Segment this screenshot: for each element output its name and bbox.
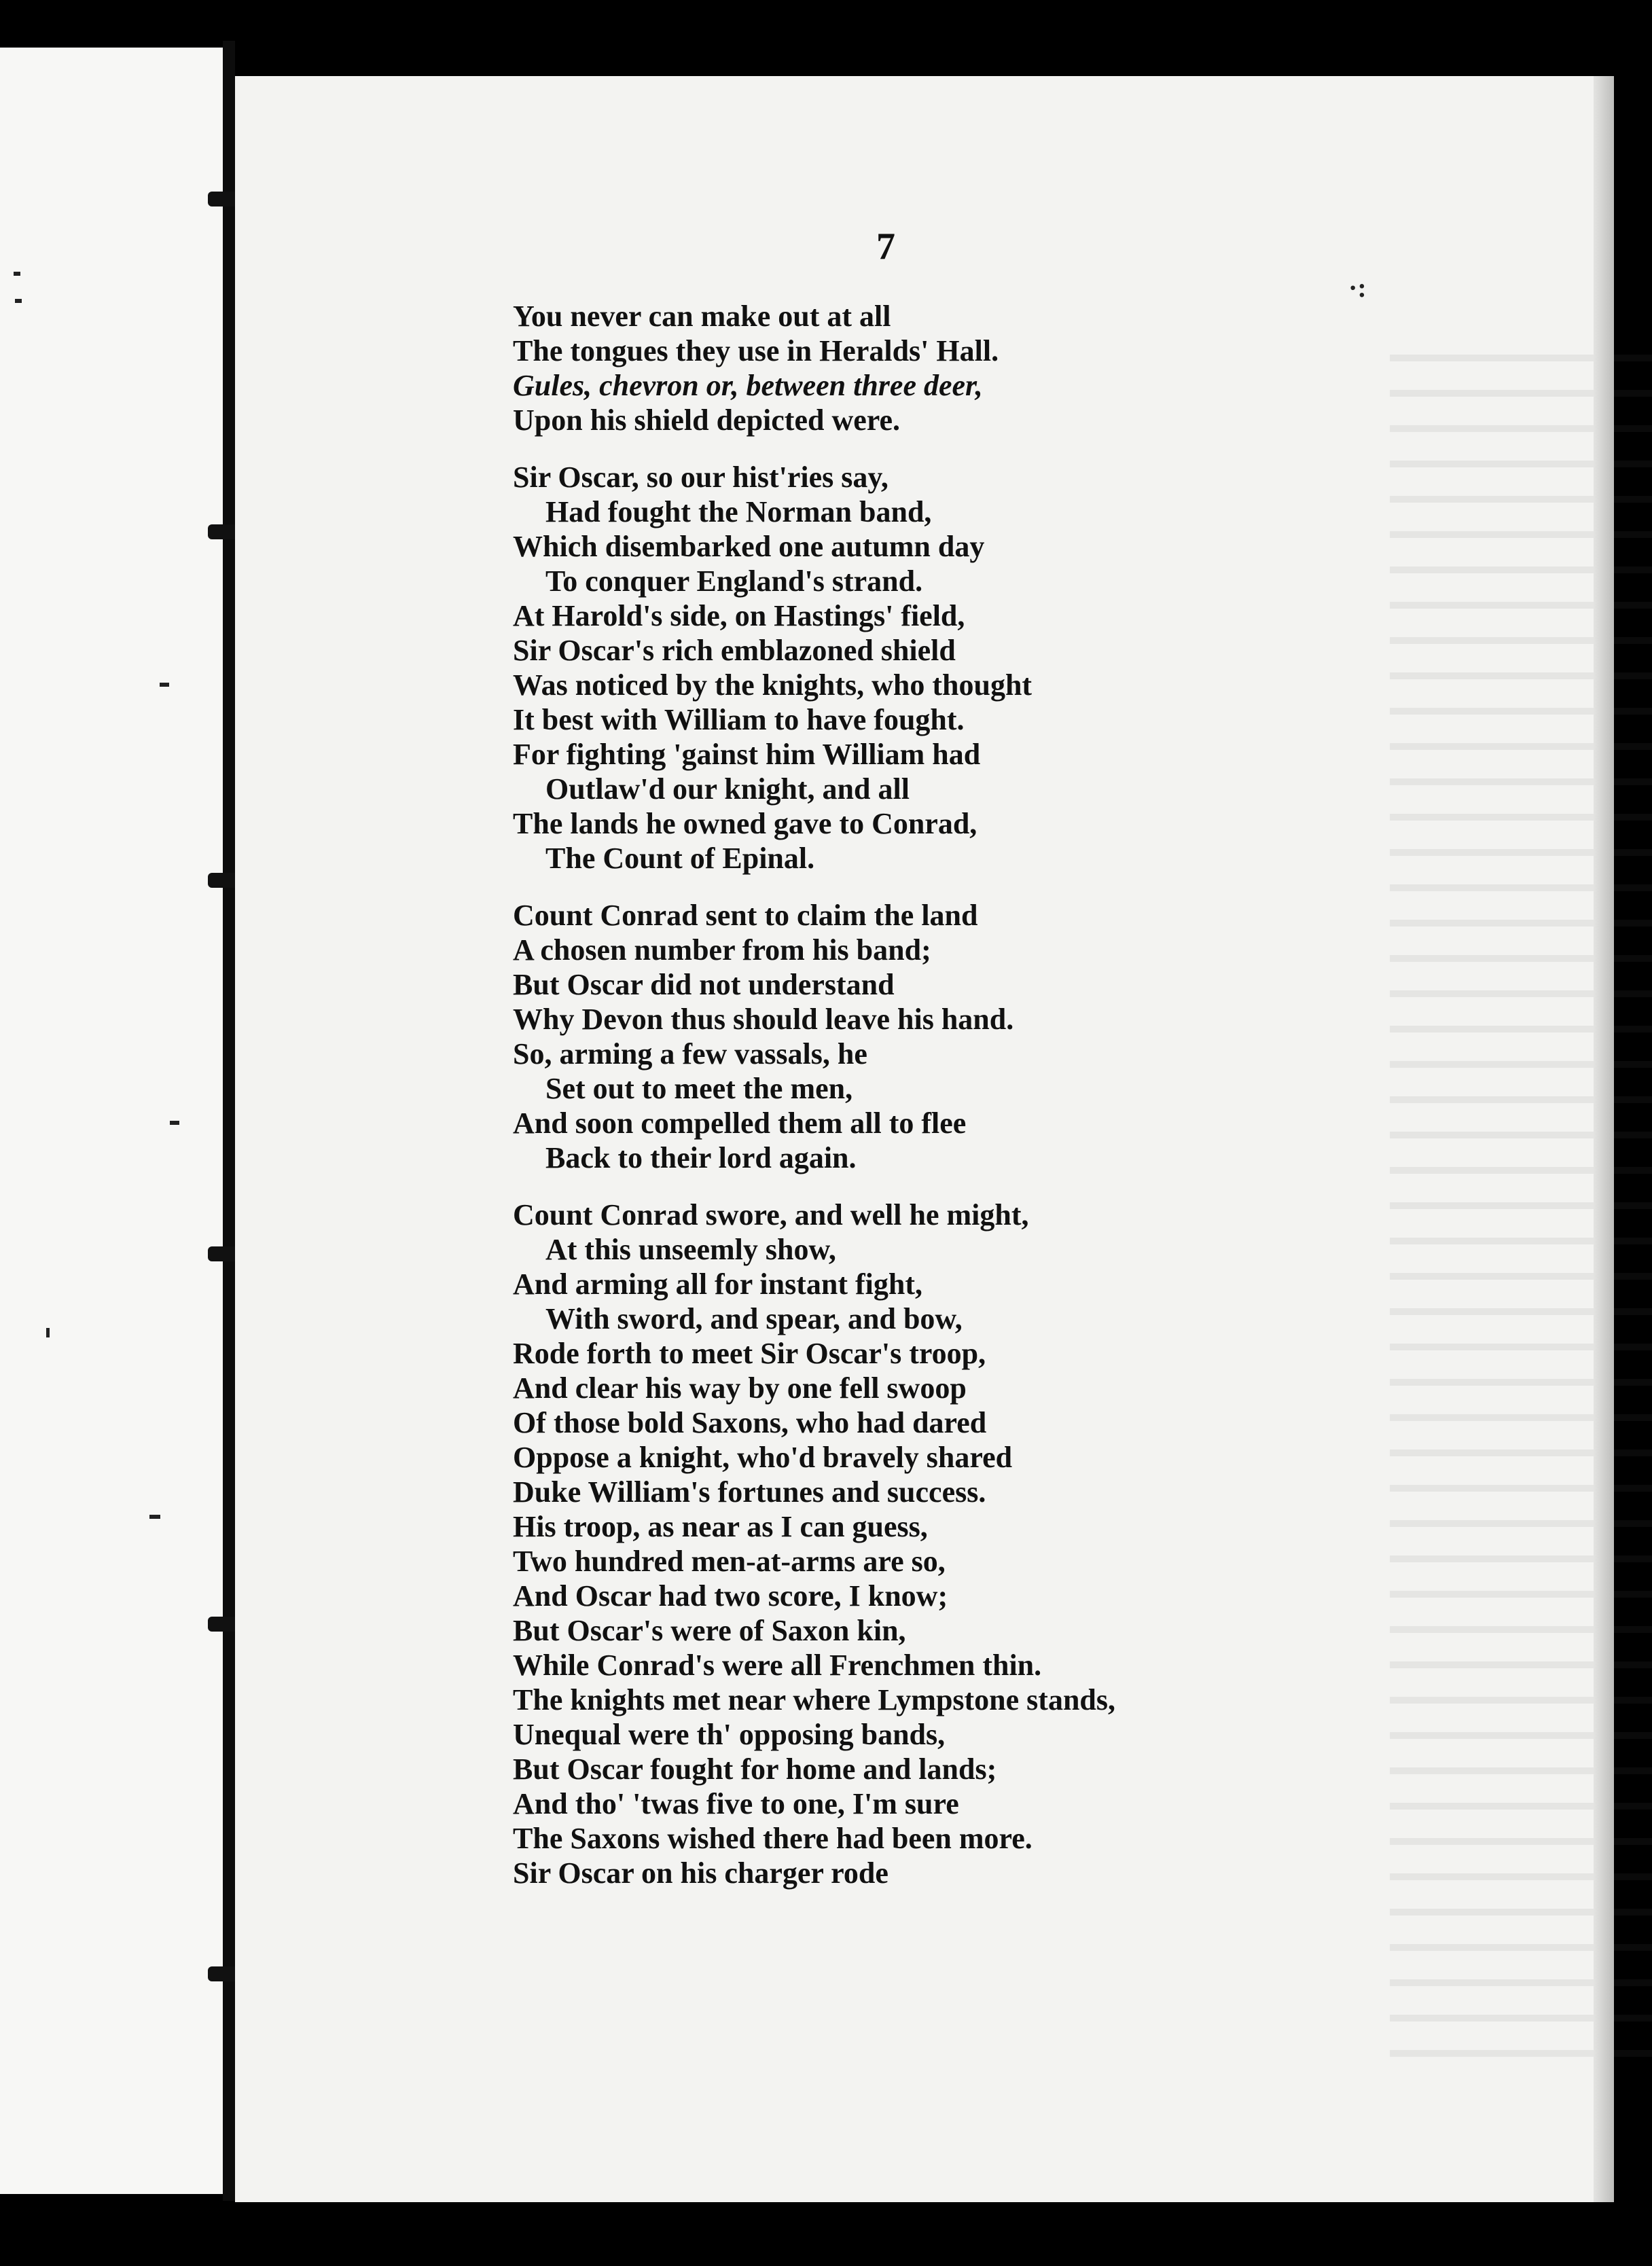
poem-line: Why Devon thus should leave his hand.: [513, 1003, 1014, 1036]
poem-line: Which disembarked one autumn day: [513, 530, 985, 563]
poem-line: But Oscar's were of Saxon kin,: [513, 1614, 906, 1647]
poem-text: [513, 299, 1573, 1913]
poem-line: Two hundred men-at-arms are so,: [513, 1545, 946, 1578]
poem-line: With sword, and spear, and bow,: [545, 1302, 963, 1335]
poem-line: And soon compelled them all to flee: [513, 1107, 967, 1140]
poem-line: And clear his way by one fell swoop: [513, 1371, 967, 1405]
margin-mark: [149, 1515, 160, 1519]
stanza: [513, 299, 1573, 437]
poem-line: Of those bold Saxons, who had dared: [513, 1406, 987, 1439]
poem-line: The lands he owned gave to Conrad,: [513, 807, 977, 840]
poem-line: Had fought the Norman band,: [545, 495, 932, 528]
poem-line: Set out to meet the men,: [545, 1072, 853, 1105]
poem-line: The knights met near where Lympstone stands,: [513, 1683, 1116, 1716]
poem-line: You never can make out at all: [513, 300, 891, 333]
stanza: [513, 460, 1573, 876]
margin-mark: [46, 1328, 50, 1337]
poem-line: Count Conrad swore, and well he might,: [513, 1198, 1029, 1231]
poem-line: His troop, as near as I can guess,: [513, 1510, 928, 1543]
stanza: [513, 1198, 1573, 1890]
poem-line: Upon his shield depicted were.: [513, 403, 901, 437]
poem-line: The Count of Epinal.: [545, 842, 815, 875]
margin-mark: [160, 683, 169, 687]
poem-line: Rode forth to meet Sir Oscar's troop,: [513, 1337, 986, 1370]
poem-line: At this unseemly show,: [545, 1233, 836, 1266]
poem-line: Duke William's fortunes and success.: [513, 1475, 986, 1509]
poem-line: The tongues they use in Heralds' Hall.: [513, 334, 999, 367]
poem-line: It best with William to have fought.: [513, 703, 965, 736]
poem-line: And arming all for instant fight,: [513, 1267, 923, 1301]
poem-line: So, arming a few vassals, he: [513, 1037, 867, 1071]
page-edge: [1594, 76, 1614, 2202]
poem-line: For fighting 'gainst him William had: [513, 738, 981, 771]
poem-line: Outlaw'd our knight, and all: [545, 772, 910, 806]
poem-line: Count Conrad sent to claim the land: [513, 899, 978, 932]
poem-line: While Conrad's were all Frenchmen thin.: [513, 1649, 1042, 1682]
poem-line: The Saxons wished there had been more.: [513, 1822, 1032, 1855]
margin-mark: [170, 1121, 179, 1125]
left-page: [0, 48, 228, 2194]
poem-line: And tho' 'twas five to one, I'm sure: [513, 1787, 959, 1820]
poem-line: Gules, chevron or, between three deer,: [513, 369, 983, 402]
poem-line: Was noticed by the knights, who thought: [513, 668, 1032, 702]
poem-line: Sir Oscar, so our hist'ries say,: [513, 461, 888, 494]
poem-line: Sir Oscar on his charger rode: [513, 1856, 888, 1890]
poem-line: To conquer England's strand.: [545, 564, 923, 598]
poem-line: Back to their lord again.: [545, 1141, 857, 1174]
margin-mark: [14, 272, 20, 276]
page-number: 7: [876, 226, 895, 268]
corner-mark: ·:: [1348, 272, 1367, 303]
stanza: [513, 898, 1573, 1175]
binding-gutter: [223, 41, 235, 2201]
poem-line: Sir Oscar's rich emblazoned shield: [513, 634, 956, 667]
margin-mark: [15, 299, 22, 303]
poem-line: Unequal were th' opposing bands,: [513, 1718, 946, 1751]
poem-line: And Oscar had two score, I know;: [513, 1579, 948, 1613]
poem-line: But Oscar did not understand: [513, 968, 895, 1001]
poem-line: But Oscar fought for home and lands;: [513, 1752, 997, 1786]
poem-line: At Harold's side, on Hastings' field,: [513, 599, 965, 632]
poem-line: Oppose a knight, who'd bravely shared: [513, 1441, 1013, 1474]
poem-line: A chosen number from his band;: [513, 933, 931, 967]
